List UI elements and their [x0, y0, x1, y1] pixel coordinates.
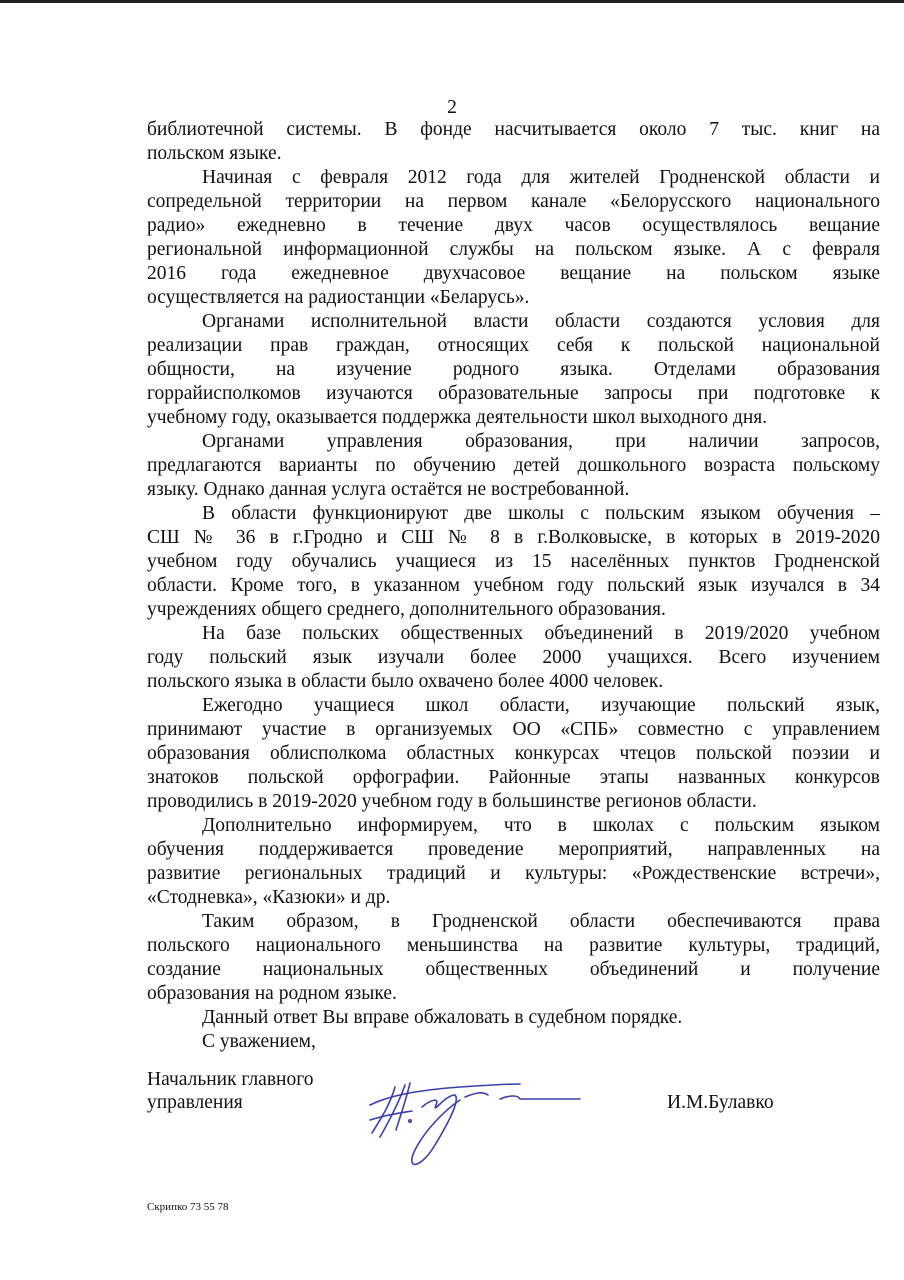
text-line: «Стодневка», «Казюки» и др. — [147, 887, 391, 908]
text-line: радио» ежедневно в течение двух часов осуществлялось вещание — [147, 215, 880, 236]
text-line: языку. Однако данная услуга остаётся не востребованной. — [147, 479, 630, 500]
text-line: С уважением, — [202, 1031, 316, 1052]
text-line: учреждениях общего среднего, дополнительного образования. — [147, 599, 666, 620]
paragraph — [147, 622, 880, 694]
signatory-title — [147, 1068, 313, 1114]
text-line: 2016 года ежедневное двухчасовое вещание на польском языке — [147, 263, 880, 284]
text-line: учебном году обучались учащиеся из 15 населённых пунктов Гродненской — [147, 551, 880, 572]
text-line: Таким образом, в Гродненской области обеспечиваются права — [202, 911, 880, 932]
text-line: знатоков польской орфографии. Районные этапы названных конкурсов — [147, 767, 880, 788]
text-line: проводились в 2019-2020 учебном году в большинстве регионов области. — [147, 791, 757, 812]
paragraph — [147, 910, 880, 1006]
text-line: Органами исполнительной власти области создаются условия для — [202, 311, 880, 332]
paragraph — [147, 310, 880, 430]
text-line: СШ № 36 в г.Гродно и СШ № 8 в г.Волковыске, в которых в 2019-2020 — [147, 527, 880, 548]
text-line: области. Кроме того, в указанном учебном году польский язык изучался в 34 — [147, 575, 880, 596]
handwritten-signature — [360, 1075, 590, 1175]
text-line: обучения поддерживается проведение мероприятий, направленных на — [147, 839, 880, 860]
text-line: образования на родном языке. — [147, 983, 397, 1004]
text-line: Начиная с февраля 2012 года для жителей Гродненской области и — [202, 167, 880, 188]
text-line: общности, на изучение родного языка. Отделами образования — [147, 359, 880, 380]
paragraph — [147, 118, 880, 166]
text-line: польского языка в области было охвачено более 4000 человек. — [147, 671, 664, 692]
text-line: польского национального меньшинства на развитие культуры, традиций, — [147, 935, 880, 956]
text-line: Данный ответ Вы вправе обжаловать в судебном порядке. — [202, 1007, 683, 1028]
text-line: На базе польских общественных объединений в 2019/2020 учебном — [202, 623, 880, 644]
letter-body — [147, 118, 880, 1054]
text-line: сопредельной территории на первом канале «Белорусского национального — [147, 191, 880, 212]
paragraph — [147, 814, 880, 910]
scan-edge-line — [0, 0, 904, 3]
signatory-title-line2: управления — [147, 1092, 243, 1113]
text-line: создание национальных общественных объединений и получение — [147, 959, 880, 980]
text-line: учебному году, оказывается поддержка деятельности школ выходного дня. — [147, 407, 768, 428]
text-line: В области функционируют две школы с польским языком обучения – — [202, 503, 880, 524]
paragraph — [147, 1006, 880, 1030]
text-line: реализации прав граждан, относящих себя к польской национальной — [147, 335, 880, 356]
text-line: Органами управления образования, при наличии запросов, — [202, 431, 880, 452]
paragraph — [147, 694, 880, 814]
text-line: развитие региональных традиций и культуры: «Рождественские встречи», — [147, 863, 880, 884]
signatory-title-line1: Начальник главного — [147, 1069, 314, 1090]
text-line: библиотечной системы. В фонде насчитывается около 7 тыс. книг на — [147, 119, 880, 140]
text-line: региональной информационной службы на польском языке. А с февраля — [147, 239, 880, 260]
text-line: принимают участие в организуемых ОО «СПБ» совместно с управлением — [147, 719, 880, 740]
executor-contact: Скрипко 73 55 78 — [147, 1201, 229, 1213]
text-line: осуществляется на радиостанции «Беларусь». — [147, 287, 530, 308]
text-line: году польский язык изучали более 2000 учащихся. Всего изучением — [147, 647, 880, 668]
text-line: польском языке. — [147, 143, 282, 164]
page-number: 2 — [447, 97, 457, 118]
paragraph — [147, 166, 880, 310]
paragraph — [147, 502, 880, 622]
text-line: Дополнительно информируем, что в школах с польским языком — [202, 815, 880, 836]
paragraph — [147, 430, 880, 502]
text-line: Ежегодно учащиеся школ области, изучающие польский язык, — [202, 695, 880, 716]
text-line: горрайисполкомов изучаются образовательные запросы при подготовке к — [147, 383, 880, 404]
signatory-name: И.М.Булавко — [667, 1092, 774, 1113]
paragraph — [147, 1030, 880, 1054]
text-line: образования облисполкома областных конкурсах чтецов польской поэзии и — [147, 743, 880, 764]
text-line: предлагаются варианты по обучению детей дошкольного возраста польскому — [147, 455, 880, 476]
